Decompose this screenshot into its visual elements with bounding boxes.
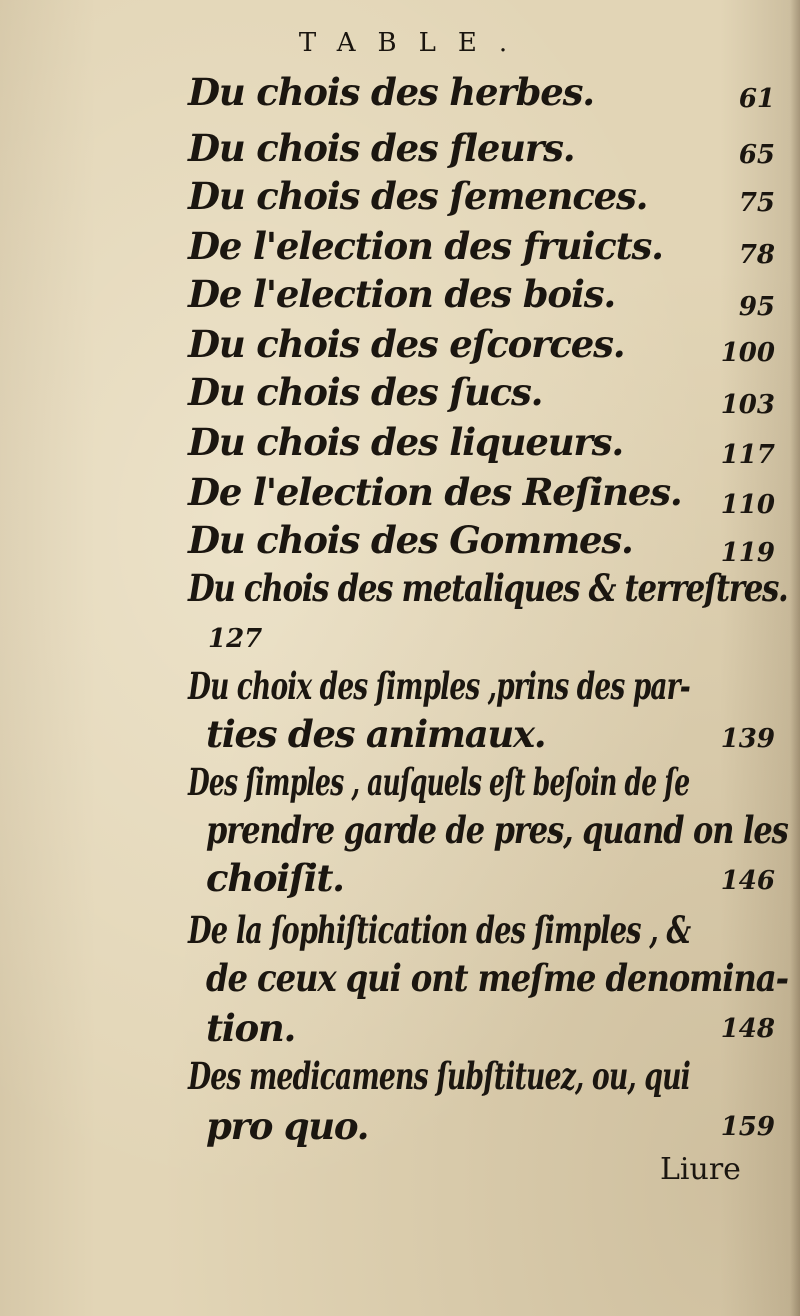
toc-entry-page: 100 — [720, 338, 775, 368]
toc-entry-page: 146 — [720, 866, 775, 896]
toc-entry-page: 119 — [720, 538, 775, 568]
toc-entry-title: Du chois des Gommes. — [188, 518, 633, 562]
toc-entry-title-continuation: de ceux qui ont meſme denomina- — [206, 956, 788, 1000]
toc-entry-title: Des ſimples , auſquels eſt beſoin de ſe — [188, 760, 690, 804]
toc-entry-title: Des medicamens ſubſtituez, ou, qui — [188, 1054, 690, 1098]
toc-entry-page: 159 — [720, 1112, 775, 1142]
toc-entry-title: Du chois des herbes. — [188, 70, 594, 114]
toc-entry-page: 110 — [720, 490, 775, 520]
toc-entry-title: De l'election des fruicts. — [188, 224, 663, 268]
toc-entry-title: De l'election des bois. — [188, 272, 616, 316]
toc-entry-title: De l'election des Reſines. — [188, 470, 682, 514]
toc-entry-page: 139 — [720, 724, 775, 754]
toc-entry-page: 127 — [208, 624, 263, 654]
toc-entry-title-continuation: tion. — [206, 1006, 296, 1050]
toc-entry-title: Du chois des ſucs. — [188, 370, 543, 414]
toc-entry-title: De la ſophiſtication des ſimples , & — [188, 908, 691, 952]
toc-entry-title: Du choix des ſimples ,prins des par- — [188, 664, 690, 708]
toc-entry-page: 148 — [720, 1014, 775, 1044]
toc-entry-page: 117 — [720, 440, 775, 470]
toc-entry-title-continuation: prendre garde de pres, quand on les — [206, 808, 788, 852]
catchword: Liure — [660, 1152, 741, 1187]
running-header: TABLE. — [298, 28, 530, 58]
toc-entry-page: 75 — [738, 188, 775, 218]
toc-entry-title: Du chois des fleurs. — [188, 126, 575, 170]
toc-entry-page: 78 — [738, 240, 775, 270]
toc-entry-page: 61 — [738, 84, 775, 114]
toc-entry-title: Du chois des metaliques & terreſtres. — [188, 566, 788, 610]
toc-entry-page: 65 — [738, 140, 775, 170]
toc-entry-title: Du chois des eſcorces. — [188, 322, 625, 366]
page-edge-shadow — [790, 0, 800, 1316]
toc-entry-page: 95 — [738, 292, 775, 322]
toc-entry-title-continuation: pro quo. — [206, 1104, 369, 1148]
toc-entry-title-continuation: choiſit. — [206, 856, 344, 900]
toc-entry-title: Du chois des liqueurs. — [188, 420, 623, 464]
toc-entry-title-continuation: ties des animaux. — [206, 712, 546, 756]
toc-entry-title: Du chois des ſemences. — [188, 174, 648, 218]
toc-entry-page: 103 — [720, 390, 775, 420]
